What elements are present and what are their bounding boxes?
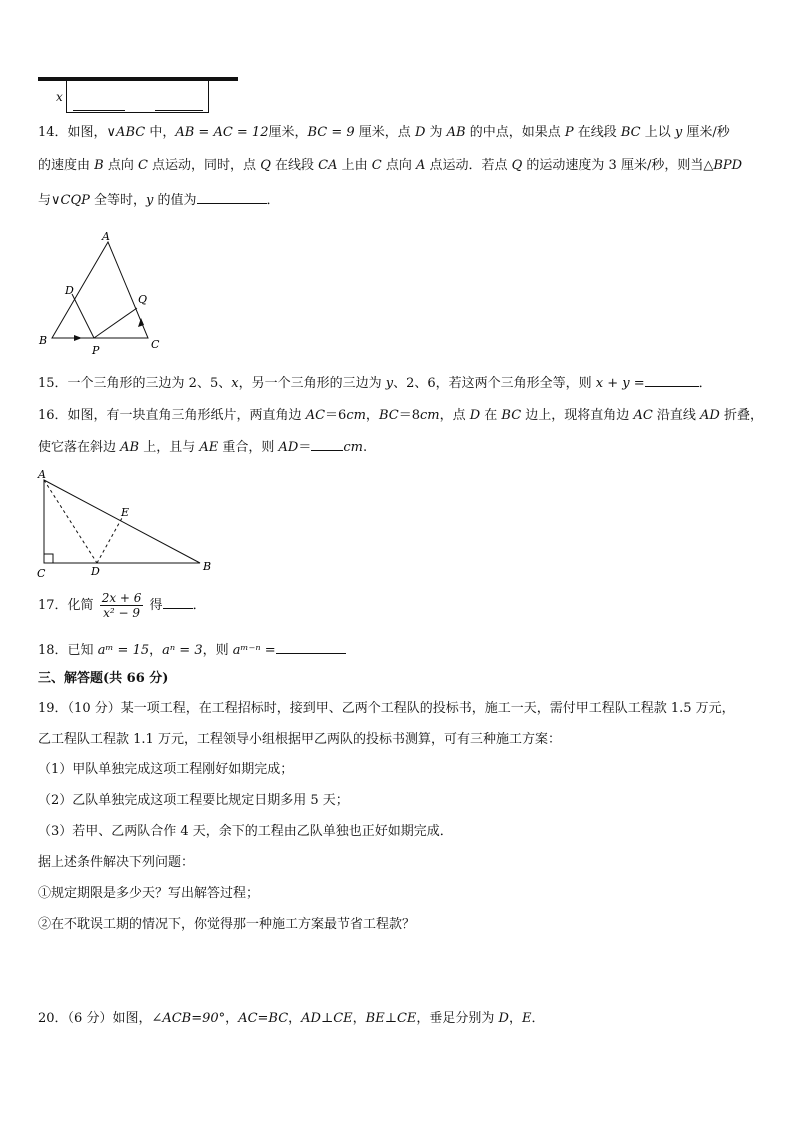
q16-label-a: A — [38, 468, 46, 481]
q14-figure — [30, 228, 170, 358]
q14-label-p: P — [92, 344, 100, 357]
section3-title: 三、解答题(共 66 分) — [38, 671, 169, 686]
q16-right-angle-mark — [44, 554, 53, 563]
q14-label-c: C — [151, 338, 160, 351]
q14-segment-dp — [72, 294, 94, 338]
top-var-label: x — [56, 90, 63, 104]
q19-line3: 据上述条件解决下列问题： — [38, 855, 195, 870]
q14-line1: 14．如图，∨ABC 中，AB = AC = 12厘米，BC = 9 厘米，点 D 为 AB 的中点，如果点 P 在线段 BC 上以 y 厘米/秒 — [38, 125, 730, 140]
q19-plan2: （2）乙队单独完成这项工程要比规定日期多用 5 天； — [38, 793, 349, 808]
q14-label-d: D — [65, 284, 74, 297]
q14-line3: 与∨CQP 全等时，y 的值为 ． — [38, 193, 280, 208]
q14-line2: 的速度由 B 点向 C 点运动，同时，点 Q 在线段 CA 上由 C 点向 A 点运动．若点 Q 的运动速度为 3 厘米/秒，则当△BPD — [38, 158, 743, 173]
q17-line: 17．化简 $\frac{2x + 6}{\text{x² − 9}}$ 得 ． — [38, 591, 206, 620]
q18-line: 18．已知 aᵐ = 15，aⁿ = 3，则 aᵐ⁻ⁿ = — [38, 641, 346, 660]
top-box-blank-1 — [73, 110, 125, 111]
q15-line: 15．一个三角形的三边为 2、5、x，另一个三角形的三边为 y、2、6，若这两个三角形全等，则 x + y = ． — [38, 376, 712, 391]
q19-sub1: ①规定期限是多少天？写出解答过程； — [38, 886, 260, 901]
top-box — [66, 81, 209, 113]
q14-label-q: Q — [138, 293, 148, 306]
q19-plan1: （1）甲队单独完成这项工程刚好如期完成； — [38, 762, 294, 777]
q16-line1: 16．如图，有一块直角三角形纸片，两直角边 AC＝6cm，BC＝8cm，点 D 在 BC 边上，现将直角边 AC 沿直线 AD 折叠， — [38, 408, 763, 423]
q16-answer-blank[interactable] — [311, 438, 343, 451]
q14-label-b: B — [39, 334, 48, 347]
q19-line2: 乙工程队工程款 1.1 万元，工程领导小组根据甲乙两队的投标书测算，可有三种施工方案： — [38, 732, 561, 747]
q20-line: 20．（6 分）如图，∠ACB=90°，AC=BC，AD⊥CE，BE⊥CE，垂足分别为 D，E． — [38, 1011, 545, 1026]
q15-answer-blank[interactable] — [645, 374, 699, 387]
q19-line1: 19．（10 分）某一项工程，在工程招标时，接到甲、乙两个工程队的投标书，施工一天，需付甲工程队工程款 1.5 万元， — [38, 701, 735, 716]
q16-triangle-abc — [44, 480, 200, 563]
q14-label-a: A — [102, 230, 110, 243]
q16-label-b: B — [203, 560, 212, 573]
q14-segment-pq — [94, 308, 137, 338]
q19-sub2: ②在不耽误工期的情况下，你觉得那一种施工方案最节省工程款？ — [38, 917, 416, 932]
top-box-blank-2 — [155, 110, 203, 111]
q14-answer-blank[interactable] — [197, 191, 267, 204]
q16-label-c: C — [37, 567, 46, 580]
q19-plan3: （3）若甲、乙两队合作 4 天，余下的工程由乙队单独也正好如期完成． — [38, 824, 453, 839]
q18-answer-blank[interactable] — [276, 641, 346, 654]
q14-arrow-bc — [74, 335, 82, 341]
q16-dashed-ad — [44, 480, 97, 563]
q16-label-d: D — [91, 565, 100, 578]
q16-dashed-de — [97, 518, 122, 563]
q16-figure — [30, 466, 220, 582]
q17-answer-blank[interactable] — [163, 596, 193, 609]
q16-line2: 使它落在斜边 AB 上，且与 AE 重合，则 AD＝ cm. — [38, 440, 368, 455]
q17-fraction: $\frac{2x + 6}{\text{x² − 9}}$ — [101, 591, 142, 620]
q16-label-e: E — [121, 506, 130, 519]
